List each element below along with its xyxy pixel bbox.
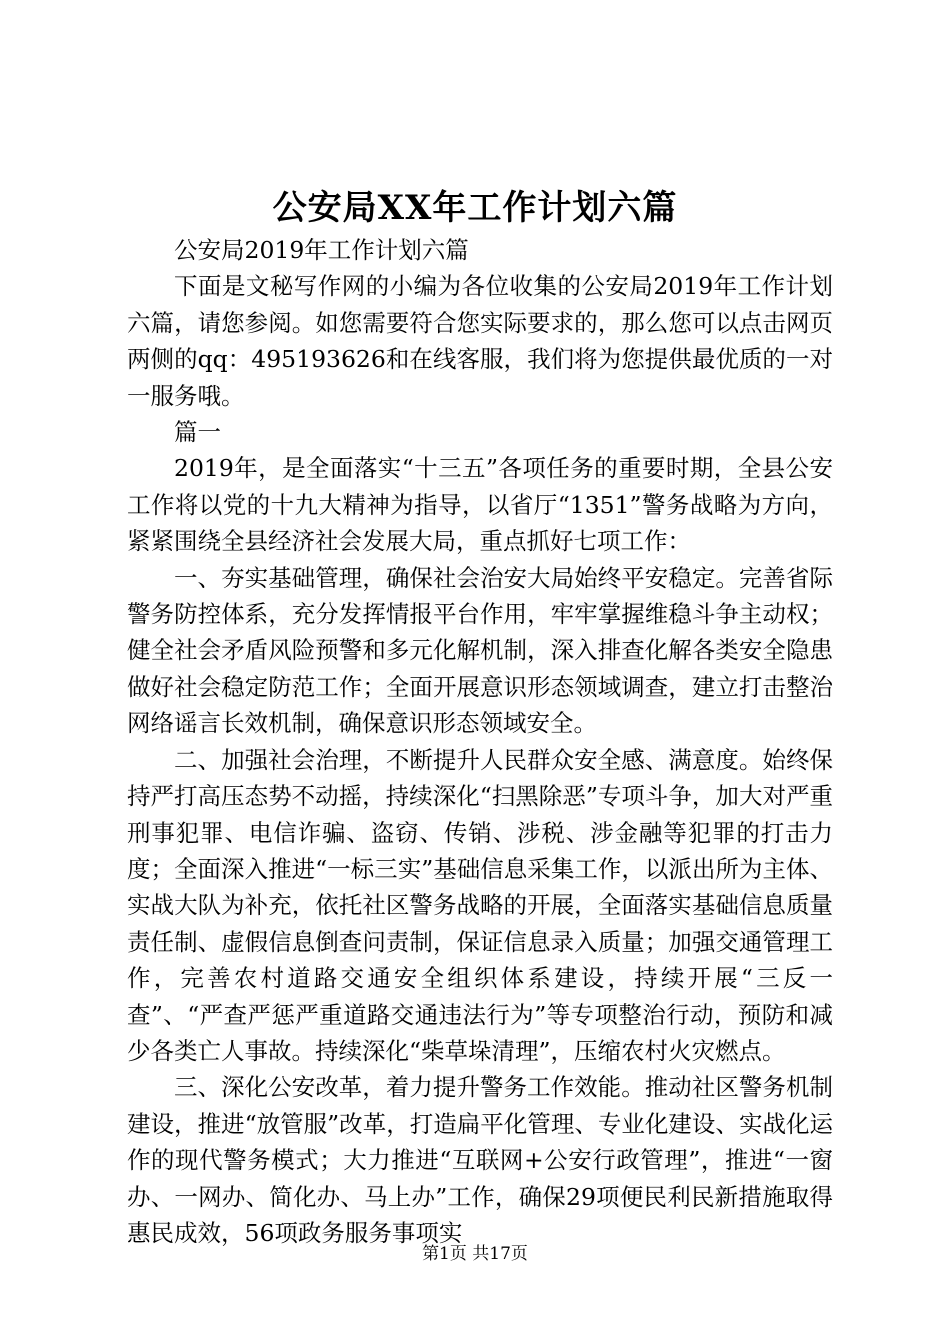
document-body [127, 232, 833, 1251]
body-paragraph: 公安局2019年工作计划六篇 [174, 236, 469, 264]
page-footer: 第1页 共17页 [422, 1244, 528, 1264]
body-paragraph: 下面是文秘写作网的小编为各位收集的公安局2019年工作计划六篇，请您参阅。如您需要符合您实际要求的，那么您可以点击网页两侧的qq：495193626和在线客服，我们将为您提供最优质的一对一服务哦。 [127, 272, 833, 410]
body-paragraph: 二、加强社会治理，不断提升人民群众安全感、满意度。始终保持严打高压态势不动摇，持续深化“扫黑除恶”专项斗争，加大对严重刑事犯罪、电信诈骗、盗窃、传销、涉税、涉金融等犯罪的打击力度；全面深入推进“一标三实”基础信息采集工作，以派出所为主体、实战大队为补充，依托社区警务战略的开展，全面落实基础信息质量责任制、虚假信息倒查问责制，保证信息录入质量；加强交通管理工作，完善农村道路交通安全组织体系建设，持续开展“三反一查”、“严查严惩严重道路交通违法行为”等专项整治行动，预防和减少各类亡人事故。持续深化“柴草垛清理”，压缩农村火灾燃点。 [127, 745, 833, 1065]
body-paragraph: 一、夯实基础管理，确保社会治安大局始终平安稳定。完善省际警务防控体系，充分发挥情报平台作用，牢牢掌握维稳斗争主动权；健全社会矛盾风险预警和多元化解机制，深入排查化解各类安全隐患做好社会稳定防范工作；全面开展意识形态领域调查，建立打击整治网络谣言长效机制，确保意识形态领域安全。 [127, 563, 833, 738]
body-paragraph: 三、深化公安改革，着力提升警务工作效能。推动社区警务机制建设，推进“放管服”改革，打造扁平化管理、专业化建设、实战化运作的现代警务模式；大力推进“互联网+公安行政管理”，推进“一窗办、一网办、简化办、马上办”工作，确保29项便民利民新措施取得惠民成效，56项政务服务事项实 [127, 1073, 833, 1247]
body-paragraph: 2019年，是全面落实“十三五”各项任务的重要时期，全县公安工作将以党的十九大精神为指导，以省厅“1351”警务战略为方向，紧紧围绕全县经济社会发展大局，重点抓好七项工作： [127, 454, 833, 556]
document-title: 公安局XX年工作计划六篇 [272, 188, 678, 228]
body-paragraph: 篇一 [174, 418, 221, 447]
